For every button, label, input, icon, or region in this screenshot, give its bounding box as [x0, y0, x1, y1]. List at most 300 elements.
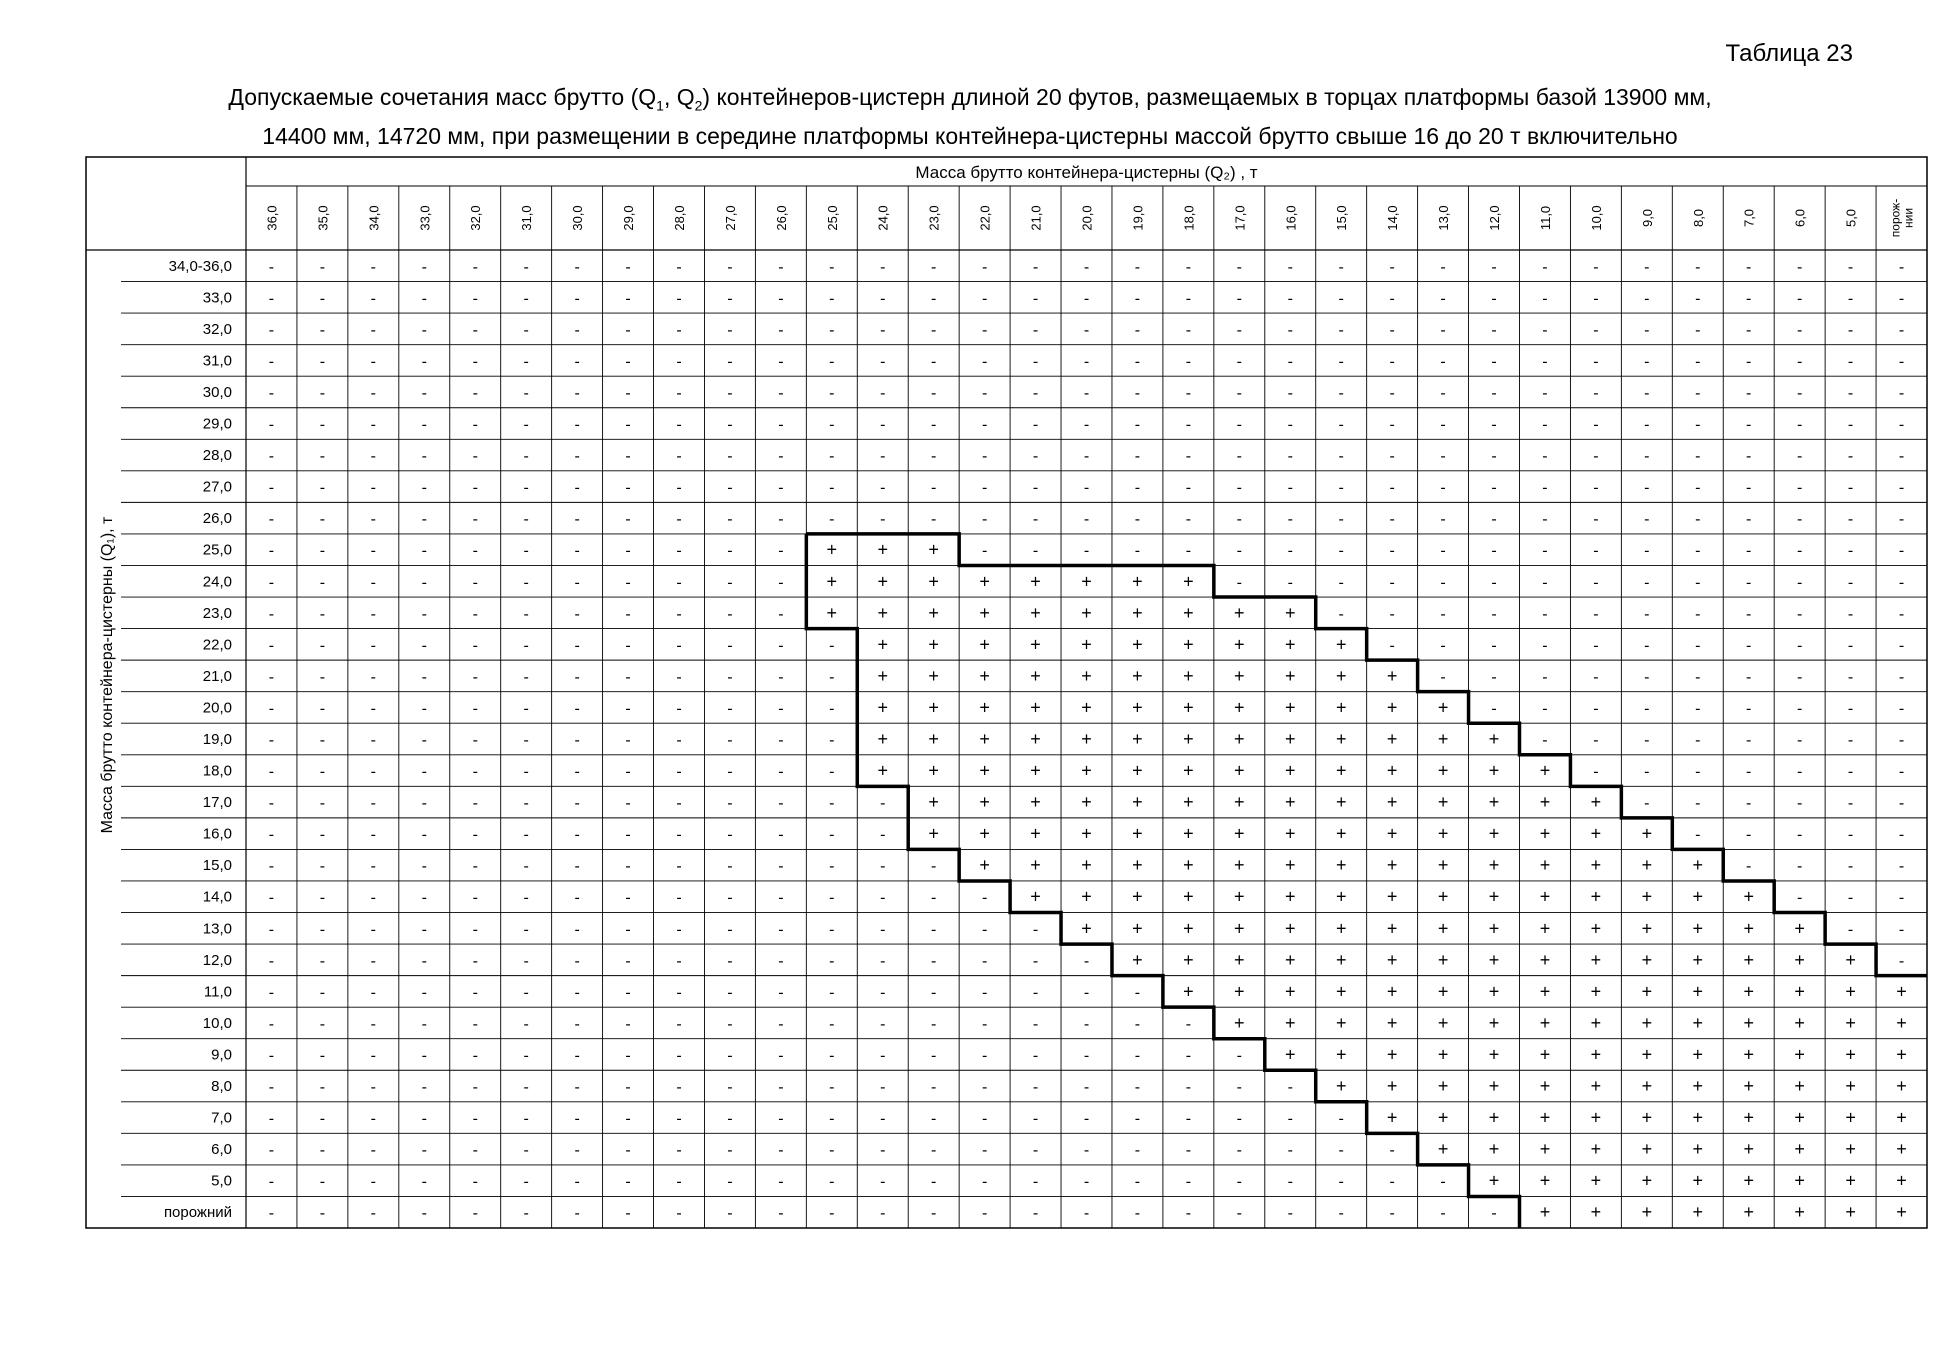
cell-plus: +	[1335, 918, 1347, 939]
cell-minus: -	[1491, 416, 1497, 434]
cell-plus: +	[1539, 823, 1551, 844]
cell-minus: -	[931, 1205, 937, 1223]
cell-minus: -	[472, 795, 478, 813]
cell-minus: -	[472, 542, 478, 560]
cell-plus: +	[1183, 981, 1194, 1002]
cell-plus: +	[1132, 792, 1143, 813]
cell-plus: +	[1386, 1076, 1398, 1097]
cell-minus: -	[931, 1142, 937, 1160]
cell-minus: -	[370, 637, 377, 655]
cell-minus: -	[1542, 416, 1548, 434]
cell-minus: -	[1644, 795, 1650, 813]
cell-minus: -	[1185, 511, 1192, 529]
cell-minus: -	[931, 448, 937, 466]
cell-minus: -	[1134, 321, 1141, 339]
cell-minus: -	[1796, 795, 1803, 813]
cell-minus: -	[727, 700, 733, 718]
cell-plus: +	[1234, 634, 1245, 655]
cell-minus: -	[1796, 605, 1803, 623]
cell-minus: -	[472, 700, 478, 718]
cell-minus: -	[319, 290, 326, 308]
cell-minus: -	[1338, 290, 1344, 308]
cell-plus: +	[1590, 918, 1602, 939]
cell-minus: -	[829, 258, 835, 276]
cell-minus: -	[472, 1015, 478, 1033]
cell-minus: -	[829, 637, 835, 655]
cell-plus: +	[1335, 792, 1347, 813]
cell-minus: -	[676, 542, 682, 560]
cell-minus: -	[319, 1173, 326, 1191]
cell-minus: -	[778, 952, 784, 970]
cell-minus: -	[523, 921, 529, 939]
cell-minus: -	[1134, 1142, 1141, 1160]
cell-minus: -	[931, 511, 937, 529]
cell-minus: -	[319, 511, 326, 529]
cell-minus: -	[268, 921, 275, 939]
cell-minus: -	[319, 668, 326, 686]
row-header: 11,0	[203, 983, 232, 1001]
cell-plus: +	[1794, 918, 1805, 939]
column-header-label: 5,0	[1843, 208, 1859, 228]
cell-minus: -	[523, 258, 529, 276]
column-header	[1080, 205, 1095, 230]
cell-minus: -	[1898, 795, 1905, 813]
cell-minus: -	[1796, 858, 1803, 876]
cell-minus: -	[829, 668, 835, 686]
cell-minus: -	[1746, 732, 1752, 749]
cell-minus: -	[676, 448, 682, 466]
cell-plus: +	[1692, 855, 1704, 876]
cell-minus: -	[778, 858, 784, 876]
cell-plus: +	[1284, 634, 1296, 655]
cell-plus: +	[1488, 1107, 1500, 1128]
cell-minus: -	[1032, 448, 1039, 466]
cell-plus: +	[1437, 1139, 1449, 1160]
cell-plus: +	[979, 760, 990, 781]
cell-plus: +	[979, 823, 990, 844]
cell-minus: -	[829, 353, 835, 371]
cell-minus: -	[1491, 542, 1497, 560]
cell-plus: +	[877, 697, 889, 718]
cell-minus: -	[523, 353, 529, 371]
column-header-label: 31,0	[519, 205, 535, 231]
cell-minus: -	[1847, 321, 1854, 339]
cell-plus: +	[1030, 571, 1041, 592]
cell-minus: -	[1644, 353, 1650, 371]
cell-minus: -	[370, 574, 377, 592]
cell-plus: +	[1590, 1139, 1602, 1160]
cell-plus: +	[1030, 665, 1041, 686]
cell-minus: -	[319, 448, 326, 466]
cell-minus: -	[268, 542, 275, 560]
cell-minus: -	[523, 1079, 529, 1097]
cell-plus: +	[1692, 1139, 1704, 1160]
cell-minus: -	[523, 700, 529, 718]
cell-minus: -	[421, 605, 427, 623]
cell-minus: -	[1083, 952, 1090, 970]
cell-minus: -	[931, 921, 937, 939]
cell-minus: -	[676, 1047, 682, 1065]
cell-plus: +	[1030, 886, 1041, 907]
cell-plus: +	[1743, 981, 1754, 1002]
cell-plus: +	[1132, 571, 1143, 592]
cell-minus: -	[1695, 511, 1701, 529]
column-header	[774, 205, 789, 230]
cell-plus: +	[1284, 760, 1296, 781]
cell-minus: -	[829, 511, 835, 529]
cell-plus: +	[1437, 760, 1449, 781]
cell-plus: +	[1284, 918, 1296, 939]
cell-minus: -	[370, 448, 377, 466]
cell-minus: -	[829, 858, 835, 876]
cell-plus: +	[1284, 792, 1296, 813]
cell-minus: -	[1746, 763, 1752, 781]
cell-minus: -	[727, 353, 733, 371]
cell-minus: -	[1491, 511, 1497, 529]
caption-line-1: Допускаемые сочетания масс брутто ($Q_1$, $Q_2$) контейнеров-цистерн длиной 20 футов, размещаемых в торцах платформы базой 13900 мм,	[228, 84, 1712, 114]
cell-minus: -	[880, 1015, 886, 1033]
cell-minus: -	[1847, 258, 1854, 276]
cell-minus: -	[829, 952, 835, 970]
cell-minus: -	[574, 479, 580, 497]
cell-minus: -	[421, 1047, 427, 1065]
cell-plus: +	[1335, 634, 1347, 655]
cell-minus: -	[1236, 574, 1242, 592]
cell-plus: +	[1845, 1107, 1856, 1128]
cell-plus: +	[1896, 1044, 1907, 1065]
cell-minus: -	[472, 574, 478, 592]
cell-plus: +	[1386, 981, 1398, 1002]
cell-minus: -	[421, 542, 427, 560]
cell-minus: -	[574, 1205, 580, 1223]
cell-minus: -	[931, 1110, 937, 1128]
cell-minus: -	[1746, 637, 1752, 655]
cell-minus: -	[319, 479, 326, 497]
cell-minus: -	[1185, 1015, 1192, 1033]
cell-minus: -	[523, 448, 529, 466]
row-header: 23,0	[202, 604, 232, 622]
cell-minus: -	[523, 826, 529, 844]
column-header	[1029, 205, 1044, 230]
column-header-label: 21,0	[1028, 205, 1044, 231]
cell-minus: -	[1847, 637, 1854, 655]
cell-plus: +	[1845, 981, 1856, 1002]
cell-minus: -	[421, 1079, 427, 1097]
cell-plus: +	[1081, 634, 1092, 655]
cell-minus: -	[370, 605, 377, 623]
cell-plus: +	[1386, 855, 1398, 876]
cell-plus: +	[1845, 1170, 1856, 1191]
cell-minus: -	[574, 1173, 580, 1191]
cell-minus: -	[829, 448, 835, 466]
cell-minus: -	[268, 321, 275, 339]
cell-minus: -	[1796, 700, 1803, 718]
cell-minus: -	[1083, 542, 1090, 560]
cell-plus: +	[1386, 918, 1398, 939]
cell-plus: +	[1030, 602, 1041, 623]
cell-minus: -	[676, 952, 682, 970]
column-header-label: 25,0	[824, 205, 840, 231]
cell-minus: -	[523, 290, 529, 308]
cell-minus: -	[421, 984, 427, 1002]
cell-minus: -	[1440, 605, 1446, 623]
cell-minus: -	[319, 605, 326, 623]
cell-plus: +	[1183, 792, 1194, 813]
cell-minus: -	[1593, 700, 1599, 718]
cell-plus: +	[1030, 729, 1041, 749]
cell-minus: -	[778, 984, 784, 1002]
cell-minus: -	[829, 1110, 835, 1128]
cell-minus: -	[981, 889, 988, 907]
cell-minus: -	[421, 479, 427, 497]
cell-plus: +	[979, 602, 990, 623]
cell-minus: -	[1032, 952, 1039, 970]
cell-minus: -	[727, 1079, 733, 1097]
column-header	[366, 205, 381, 230]
cell-minus: -	[625, 1205, 631, 1223]
cell-minus: -	[625, 542, 631, 560]
cell-minus: -	[1491, 479, 1497, 497]
cell-minus: -	[574, 795, 580, 813]
cell-minus: -	[981, 542, 988, 560]
cell-minus: -	[829, 700, 835, 718]
cell-minus: -	[370, 700, 377, 718]
cell-plus: +	[1692, 1044, 1704, 1065]
cell-minus: -	[1542, 290, 1548, 308]
cell-plus: +	[1845, 1044, 1856, 1065]
cell-minus: -	[472, 826, 478, 844]
cell-plus: +	[1234, 729, 1245, 749]
cell-minus: -	[931, 384, 937, 402]
cell-minus: -	[574, 416, 580, 434]
cell-minus: -	[1847, 795, 1854, 813]
cell-minus: -	[1185, 1205, 1192, 1223]
cell-minus: -	[1083, 1142, 1090, 1160]
cell-minus: -	[1338, 1173, 1344, 1191]
column-header-label: 29,0	[621, 205, 637, 231]
cell-minus: -	[574, 858, 580, 876]
cell-plus: +	[877, 729, 889, 749]
cell-minus: -	[1185, 1079, 1192, 1097]
cell-minus: -	[1593, 511, 1599, 529]
cell-minus: -	[1898, 668, 1905, 686]
cell-plus: +	[1132, 665, 1143, 686]
cell-minus: -	[676, 384, 682, 402]
cell-minus: -	[1287, 353, 1293, 371]
row-header: 25,0	[202, 541, 232, 559]
cell-minus: -	[421, 1015, 427, 1033]
cell-minus: -	[1898, 321, 1905, 339]
cell-minus: -	[1542, 732, 1548, 749]
cell-minus: -	[319, 384, 326, 402]
cell-minus: -	[1695, 416, 1701, 434]
cell-plus: +	[1081, 571, 1092, 592]
cell-minus: -	[1898, 858, 1905, 876]
cell-plus: +	[1641, 918, 1653, 939]
cell-minus: -	[421, 1110, 427, 1128]
cell-minus: -	[1746, 448, 1752, 466]
cell-minus: -	[1083, 384, 1090, 402]
cell-plus: +	[1284, 855, 1296, 876]
column-header-label: 8,0	[1690, 208, 1706, 228]
cell-minus: -	[370, 826, 377, 844]
cell-minus: -	[319, 542, 326, 560]
cell-minus: -	[1593, 384, 1599, 402]
cell-minus: -	[1134, 258, 1141, 276]
column-header-label: 27,0	[722, 205, 738, 231]
cell-minus: -	[1389, 542, 1395, 560]
cell-minus: -	[1338, 479, 1344, 497]
cell-minus: -	[1338, 542, 1344, 560]
cell-minus: -	[625, 700, 631, 718]
column-header	[1385, 205, 1400, 230]
cell-minus: -	[1440, 479, 1446, 497]
cell-minus: -	[727, 1047, 733, 1065]
cell-plus: +	[1183, 760, 1194, 781]
cell-minus: -	[1389, 353, 1395, 371]
cell-minus: -	[574, 542, 580, 560]
cell-minus: -	[981, 1110, 988, 1128]
cell-plus: +	[1234, 981, 1245, 1002]
cell-minus: -	[1338, 1205, 1344, 1223]
cell-minus: -	[625, 1142, 631, 1160]
cell-minus: -	[829, 795, 835, 813]
cell-plus: +	[1386, 665, 1398, 686]
cell-plus: +	[1234, 697, 1245, 718]
cell-minus: -	[676, 416, 682, 434]
cell-minus: -	[1083, 1047, 1090, 1065]
cell-minus: -	[1083, 416, 1090, 434]
cell-minus: -	[1083, 1079, 1090, 1097]
cell-minus: -	[1695, 763, 1701, 781]
cell-minus: -	[1796, 448, 1803, 466]
cell-minus: -	[1236, 384, 1242, 402]
cell-minus: -	[1032, 1142, 1039, 1160]
cell-minus: -	[1695, 542, 1701, 560]
cell-plus: +	[1284, 823, 1296, 844]
cell-minus: -	[880, 1205, 886, 1223]
cell-minus: -	[625, 889, 631, 907]
cell-minus: -	[370, 542, 377, 560]
cell-minus: -	[1338, 1110, 1344, 1128]
rows-title-label: Масса брутто контейнера-цистерны (Q₁), т	[99, 516, 116, 834]
cell-minus: -	[1134, 384, 1141, 402]
cell-minus: -	[1185, 416, 1192, 434]
cell-minus: -	[1236, 1173, 1242, 1191]
cell-minus: -	[981, 384, 988, 402]
cell-minus: -	[268, 795, 275, 813]
cell-minus: -	[370, 1047, 377, 1065]
row-header: 5,0	[211, 1172, 232, 1190]
cell-minus: -	[319, 637, 326, 655]
cell-minus: -	[523, 1015, 529, 1033]
cell-plus: +	[1539, 1202, 1551, 1223]
cell-minus: -	[676, 353, 682, 371]
cell-minus: -	[880, 511, 886, 529]
column-header-label: 19,0	[1130, 205, 1146, 231]
cell-minus: -	[1746, 542, 1752, 560]
row-header: 21,0	[202, 667, 232, 685]
cell-minus: -	[523, 952, 529, 970]
cell-minus: -	[829, 1173, 835, 1191]
cell-minus: -	[370, 258, 377, 276]
cell-plus: +	[1641, 855, 1653, 876]
cell-minus: -	[319, 795, 326, 813]
cell-plus: +	[1743, 918, 1754, 939]
row-header: 33,0	[202, 289, 232, 307]
cell-minus: -	[268, 1015, 275, 1033]
cell-minus: -	[472, 448, 478, 466]
cell-minus: -	[676, 1079, 682, 1097]
cell-minus: -	[1746, 384, 1752, 402]
cell-minus: -	[319, 1205, 326, 1223]
cell-plus: +	[826, 539, 838, 560]
cell-minus: -	[1236, 448, 1242, 466]
cell-plus: +	[1183, 697, 1194, 718]
cell-minus: -	[370, 1142, 377, 1160]
cell-minus: -	[778, 1110, 784, 1128]
cell-minus: -	[778, 637, 784, 655]
cell-minus: -	[829, 290, 835, 308]
cell-minus: -	[727, 637, 733, 655]
cell-plus: +	[1081, 918, 1092, 939]
cell-minus: -	[421, 763, 427, 781]
cell-plus: +	[1386, 886, 1398, 907]
cell-plus: +	[1692, 886, 1704, 907]
cell-minus: -	[574, 700, 580, 718]
cell-minus: -	[574, 637, 580, 655]
cell-minus: -	[625, 1110, 631, 1128]
cell-minus: -	[625, 1079, 631, 1097]
cell-minus: -	[1440, 542, 1446, 560]
cell-plus: +	[1081, 602, 1092, 623]
row-header: 19,0	[202, 731, 232, 748]
cell-plus: +	[1335, 823, 1347, 844]
cell-minus: -	[1338, 511, 1344, 529]
cell-minus: -	[574, 1047, 580, 1065]
cell-plus: +	[877, 602, 889, 623]
cell-minus: -	[778, 826, 784, 844]
cell-minus: -	[574, 353, 580, 371]
cell-plus: +	[1896, 1076, 1907, 1097]
cell-minus: -	[268, 952, 275, 970]
cell-minus: -	[268, 1047, 275, 1065]
cell-minus: -	[421, 384, 427, 402]
cell-minus: -	[370, 1173, 377, 1191]
cell-minus: -	[625, 732, 631, 749]
row-header: 30,0	[202, 383, 232, 401]
cell-plus: +	[1183, 918, 1194, 939]
cell-plus: +	[1488, 886, 1500, 907]
column-header	[1640, 209, 1655, 227]
cell-minus: -	[1491, 574, 1497, 592]
cell-plus: +	[928, 602, 939, 623]
cell-plus: +	[1183, 729, 1194, 749]
column-header-label: 15,0	[1334, 205, 1350, 231]
cell-plus: +	[1081, 697, 1092, 718]
cell-minus: -	[370, 732, 377, 749]
cell-minus: -	[1898, 700, 1905, 718]
cell-plus: +	[1234, 886, 1245, 907]
cell-minus: -	[931, 1015, 937, 1033]
cell-minus: -	[880, 889, 886, 907]
cell-minus: -	[727, 668, 733, 686]
cell-minus: -	[1593, 321, 1599, 339]
cell-minus: -	[1287, 479, 1293, 497]
cell-plus: +	[1896, 1107, 1907, 1128]
cell-minus: -	[1338, 353, 1344, 371]
cell-minus: -	[676, 605, 682, 623]
